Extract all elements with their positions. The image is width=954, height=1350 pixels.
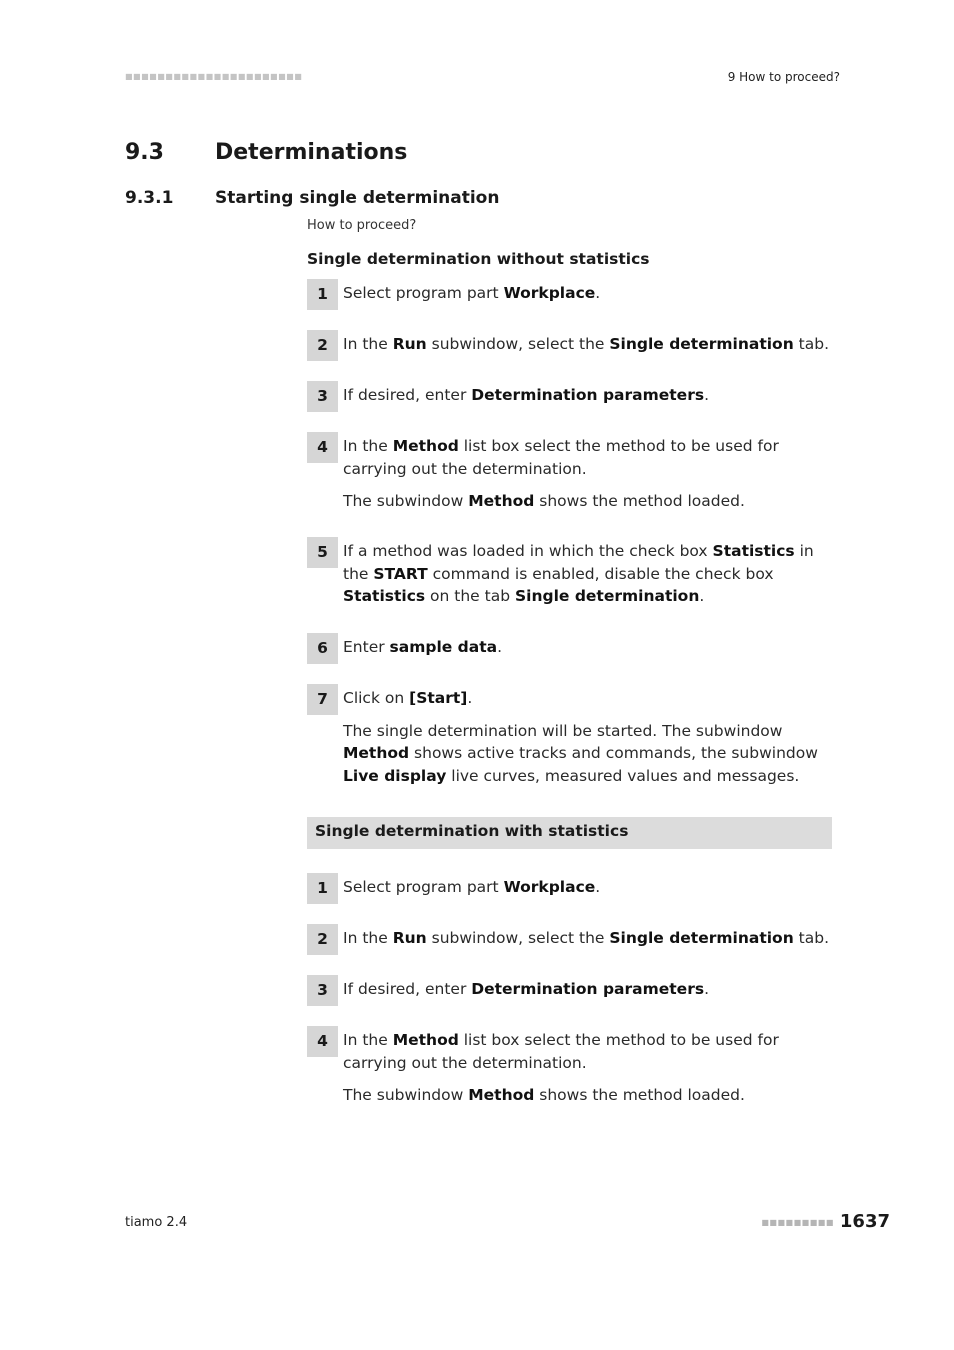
section-heading (125, 140, 407, 165)
step-instruction: Enter sample data. (343, 638, 503, 656)
procedure-step (307, 1026, 840, 1107)
procedure-step (307, 381, 840, 407)
step-number: 1 (307, 873, 338, 904)
page-number: 1637 (839, 1211, 890, 1232)
step-instruction: Select program part Workplace. (343, 878, 601, 896)
footer-product: tiamo 2.4 (125, 1215, 188, 1230)
step-body (343, 873, 840, 899)
step-instruction: In the Method list box select the method to be used for carrying out the determination. (343, 437, 779, 478)
footer-decoration: ■■■■■■■■■ (761, 1217, 834, 1227)
step-instruction: If a method was loaded in which the check box Statistics in the START command is enabled, disable the check box Statistics on the tab Single determination. (343, 542, 814, 605)
step-number: 2 (307, 924, 338, 955)
running-header: 9 How to proceed? (727, 70, 840, 84)
step-number: 7 (307, 684, 338, 715)
step-instruction: If desired, enter Determination parameters. (343, 980, 710, 998)
step-instruction: Click on [Start]. (343, 689, 473, 707)
step-instruction: In the Run subwindow, select the Single determination tab. (343, 929, 830, 947)
step-body (343, 633, 840, 659)
procedure-step (307, 873, 840, 899)
step-body (343, 975, 840, 1001)
intro-text: How to proceed? (307, 218, 417, 233)
footer-page-number (761, 1211, 890, 1232)
step-number: 6 (307, 633, 338, 664)
procedure-step (307, 924, 840, 950)
step-number: 5 (307, 537, 338, 568)
step-result: The subwindow Method shows the method loaded. (343, 492, 745, 510)
step-number: 4 (307, 432, 338, 463)
header-decoration: ■■■■■■■■■■■■■■■■■■■■■■ (125, 72, 303, 81)
procedure-step (307, 633, 840, 659)
subsection-number: 9.3.1 (125, 188, 174, 208)
step-instruction: In the Method list box select the method to be used for carrying out the determination. (343, 1031, 779, 1072)
step-body (343, 330, 840, 356)
procedure-step (307, 432, 840, 513)
step-result: The subwindow Method shows the method loaded. (343, 1086, 745, 1104)
step-body (343, 537, 840, 608)
procedure-step (307, 537, 840, 608)
step-number: 4 (307, 1026, 338, 1057)
step-body (343, 432, 840, 513)
subsection-heading (125, 188, 499, 208)
step-number: 2 (307, 330, 338, 361)
step-instruction: If desired, enter Determination parameters. (343, 386, 710, 404)
procedure-heading-with-statistics: Single determination with statistics (307, 817, 832, 849)
section-title: Determinations (215, 140, 408, 165)
procedure-step (307, 279, 840, 305)
section-number: 9.3 (125, 140, 164, 165)
step-body (343, 381, 840, 407)
procedure-step (307, 684, 840, 787)
step-body (343, 924, 840, 950)
procedure-heading-without-statistics: Single determination without statistics (307, 250, 650, 268)
step-instruction: Select program part Workplace. (343, 284, 601, 302)
subsection-title: Starting single determination (215, 188, 500, 208)
step-body (343, 684, 840, 787)
step-number: 3 (307, 381, 338, 412)
procedure-step (307, 975, 840, 1001)
procedure-step (307, 330, 840, 356)
step-instruction: In the Run subwindow, select the Single determination tab. (343, 335, 830, 353)
step-body (343, 279, 840, 305)
step-body (343, 1026, 840, 1107)
step-number: 3 (307, 975, 338, 1006)
step-number: 1 (307, 279, 338, 310)
step-result: The single determination will be started. The subwindow Method shows active tracks and commands, the subwindow Live display live curves, measured values and messages. (343, 721, 818, 785)
